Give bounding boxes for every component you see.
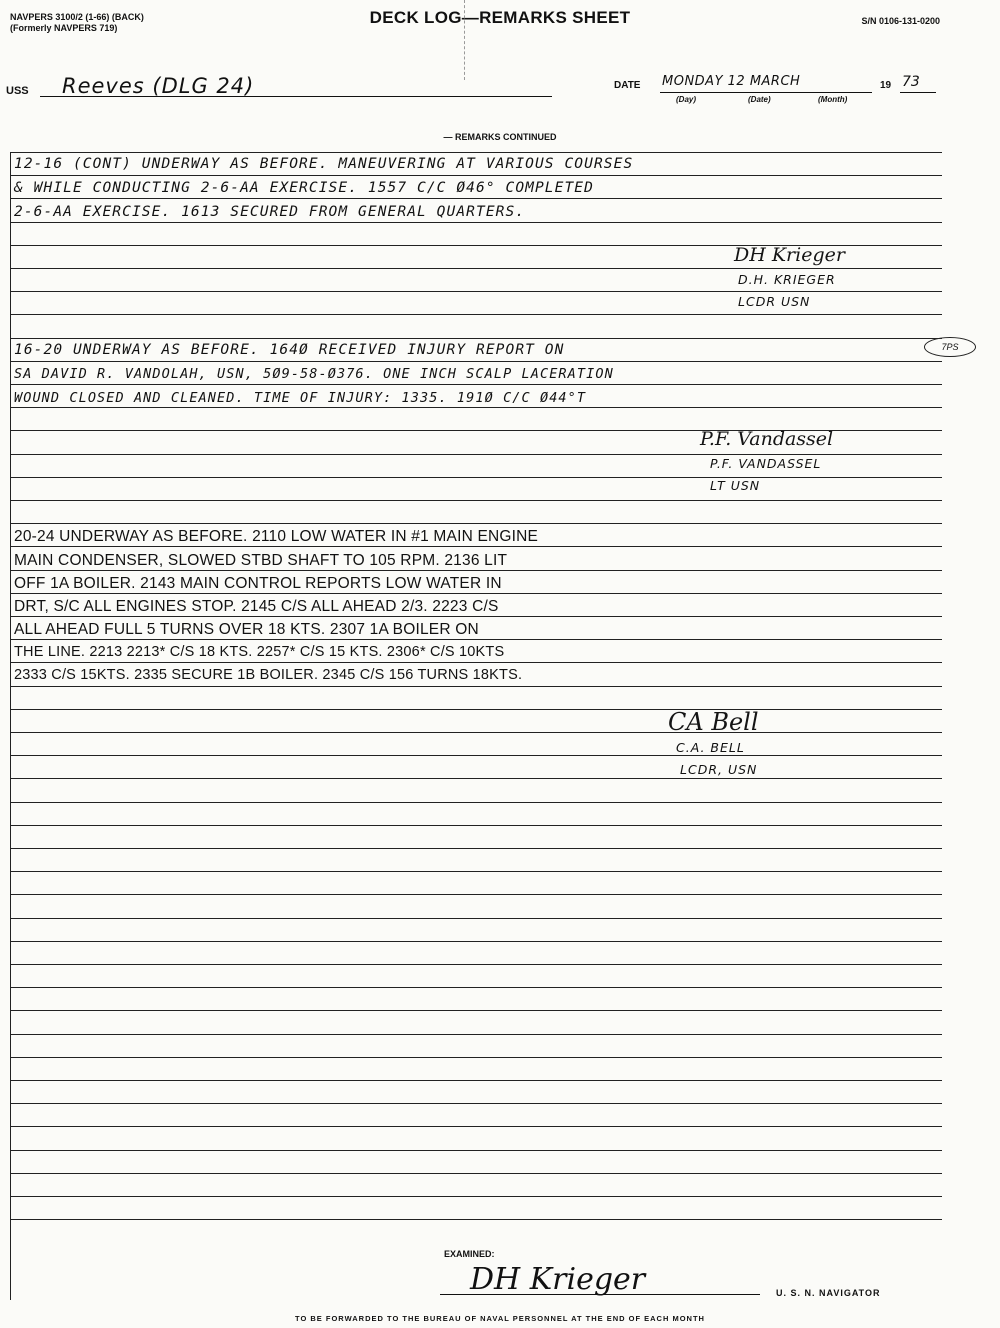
- officer-name: P.F. VANDASSEL: [710, 456, 822, 471]
- signature-officer: CA Bell: [668, 708, 759, 736]
- ruled-line: [10, 1080, 942, 1081]
- ruled-line: [10, 407, 942, 408]
- navigator-signature: DH Krieger: [470, 1262, 646, 1297]
- ruled-line: [10, 1103, 942, 1104]
- signature-officer: P.F. Vandassel: [700, 428, 834, 450]
- ruled-line: [10, 825, 942, 826]
- ruled-line: [10, 639, 942, 640]
- stamp-mark: 7PS: [924, 337, 976, 357]
- entry-line: SA DAVID R. VANDOLAH, USN, 5Ø9-58-Ø376. ONE INCH SCALP LACERATION: [14, 366, 614, 382]
- year-value: 73: [902, 74, 920, 90]
- navigator-signature-line: [440, 1294, 760, 1295]
- entry-line: OFF 1A BOILER. 2143 MAIN CONTROL REPORTS LOW WATER IN: [14, 575, 502, 592]
- ruled-line: [10, 732, 942, 733]
- navigator-label: U. S. N. NAVIGATOR: [776, 1288, 881, 1298]
- left-margin-rule: [10, 152, 11, 1300]
- form-former-number: (Formerly NAVPERS 719): [10, 23, 118, 33]
- date-label: DATE: [614, 80, 641, 91]
- entry-line: ALL AHEAD FULL 5 TURNS OVER 18 KTS. 2307 1A BOILER ON: [14, 621, 479, 638]
- ruled-line: [10, 1196, 942, 1197]
- officer-rank: LT USN: [710, 478, 761, 493]
- entry-line: MAIN CONDENSER, SLOWED STBD SHAFT TO 105 RPM. 2136 LIT: [14, 552, 508, 569]
- ruled-line: [10, 778, 942, 779]
- stock-number: S/N 0106-131-0200: [861, 16, 940, 26]
- ruled-line: [10, 616, 942, 617]
- ruled-line: [10, 918, 942, 919]
- remarks-header: — REMARKS CONTINUED: [443, 132, 557, 142]
- ruled-line: [10, 662, 942, 663]
- ruled-line: [10, 964, 942, 965]
- ruled-line: [10, 686, 942, 687]
- ruled-line: [10, 175, 942, 176]
- ruled-line: [10, 709, 942, 710]
- ruled-line: [10, 941, 942, 942]
- uss-label: USS: [6, 85, 29, 97]
- forwarding-instruction: TO BE FORWARDED TO THE BUREAU OF NAVAL PERSONNEL AT THE END OF EACH MONTH: [295, 1314, 705, 1323]
- ruled-line: [10, 987, 942, 988]
- officer-rank: LCDR USN: [738, 294, 811, 309]
- ruled-line: [10, 384, 942, 385]
- caption-month: (Month): [818, 95, 848, 104]
- ruled-line: [10, 291, 942, 292]
- year-underline: [900, 92, 936, 93]
- ruled-line: [10, 1057, 942, 1058]
- ruled-line: [10, 1173, 942, 1174]
- caption-day: (Day): [676, 95, 697, 104]
- ruled-line: [10, 871, 942, 872]
- ruled-line: [10, 1010, 942, 1011]
- fold-line: [464, 0, 465, 80]
- ruled-line: [10, 477, 942, 478]
- officer-rank: LCDR, USN: [680, 762, 758, 777]
- year-prefix: 19: [880, 80, 892, 91]
- ship-name: Reeves (DLG 24): [62, 74, 255, 98]
- ruled-line: [10, 314, 942, 315]
- ruled-line: [10, 523, 942, 524]
- form-number: NAVPERS 3100/2 (1-66) (BACK): [10, 12, 144, 22]
- ruled-line: [10, 848, 942, 849]
- entry-line: 20-24 UNDERWAY AS BEFORE. 2110 LOW WATER IN #1 MAIN ENGINE: [14, 528, 539, 545]
- ruled-line: [10, 500, 942, 501]
- entry-line: 12-16 (CONT) UNDERWAY AS BEFORE. MANEUVERING AT VARIOUS COURSES: [14, 156, 634, 172]
- ruled-line: [10, 454, 942, 455]
- entry-line: WOUND CLOSED AND CLEANED. TIME OF INJURY: 1335. 191Ø C/C Ø44°T: [14, 390, 587, 406]
- ruled-line: [10, 152, 942, 153]
- entry-line: 2-6-AA EXERCISE. 1613 SECURED FROM GENERAL QUARTERS.: [14, 204, 526, 220]
- caption-date: (Date): [748, 95, 771, 104]
- date-value: MONDAY 12 MARCH: [662, 74, 801, 89]
- ruled-line: [10, 593, 942, 594]
- ruled-line: [10, 222, 942, 223]
- ruled-line: [10, 1034, 942, 1035]
- officer-name: C.A. BELL: [676, 740, 745, 755]
- examined-label: EXAMINED:: [444, 1249, 495, 1259]
- ruled-line: [10, 1150, 942, 1151]
- ruled-line: [10, 1126, 942, 1127]
- ruled-line: [10, 268, 942, 269]
- ruled-line: [10, 802, 942, 803]
- signature-officer: DH Krieger: [734, 244, 845, 266]
- ship-name-underline: [40, 96, 552, 97]
- officer-name: D.H. KRIEGER: [738, 272, 836, 287]
- entry-line: 2333 C/S 15KTS. 2335 SECURE 1B BOILER. 2345 C/S 156 TURNS 18KTS.: [14, 667, 523, 683]
- date-underline: [660, 92, 872, 93]
- ruled-line: [10, 1219, 942, 1220]
- ruled-line: [10, 546, 942, 547]
- ruled-line: [10, 338, 942, 339]
- entry-line: 16-20 UNDERWAY AS BEFORE. 164Ø RECEIVED INJURY REPORT ON: [14, 342, 565, 358]
- ruled-line: [10, 198, 942, 199]
- ruled-line: [10, 361, 942, 362]
- entry-line: THE LINE. 2213 2213* C/S 18 KTS. 2257* C/S 15 KTS. 2306* C/S 10KTS: [14, 644, 505, 660]
- ruled-line: [10, 570, 942, 571]
- entry-line: DRT, S/C ALL ENGINES STOP. 2145 C/S ALL AHEAD 2/3. 2223 C/S: [14, 598, 499, 615]
- ruled-line: [10, 894, 942, 895]
- entry-line: & WHILE CONDUCTING 2-6-AA EXERCISE. 1557 C/C Ø46° COMPLETED: [14, 180, 594, 196]
- page-title: DECK LOG—REMARKS SHEET: [369, 8, 631, 27]
- ruled-line: [10, 755, 942, 756]
